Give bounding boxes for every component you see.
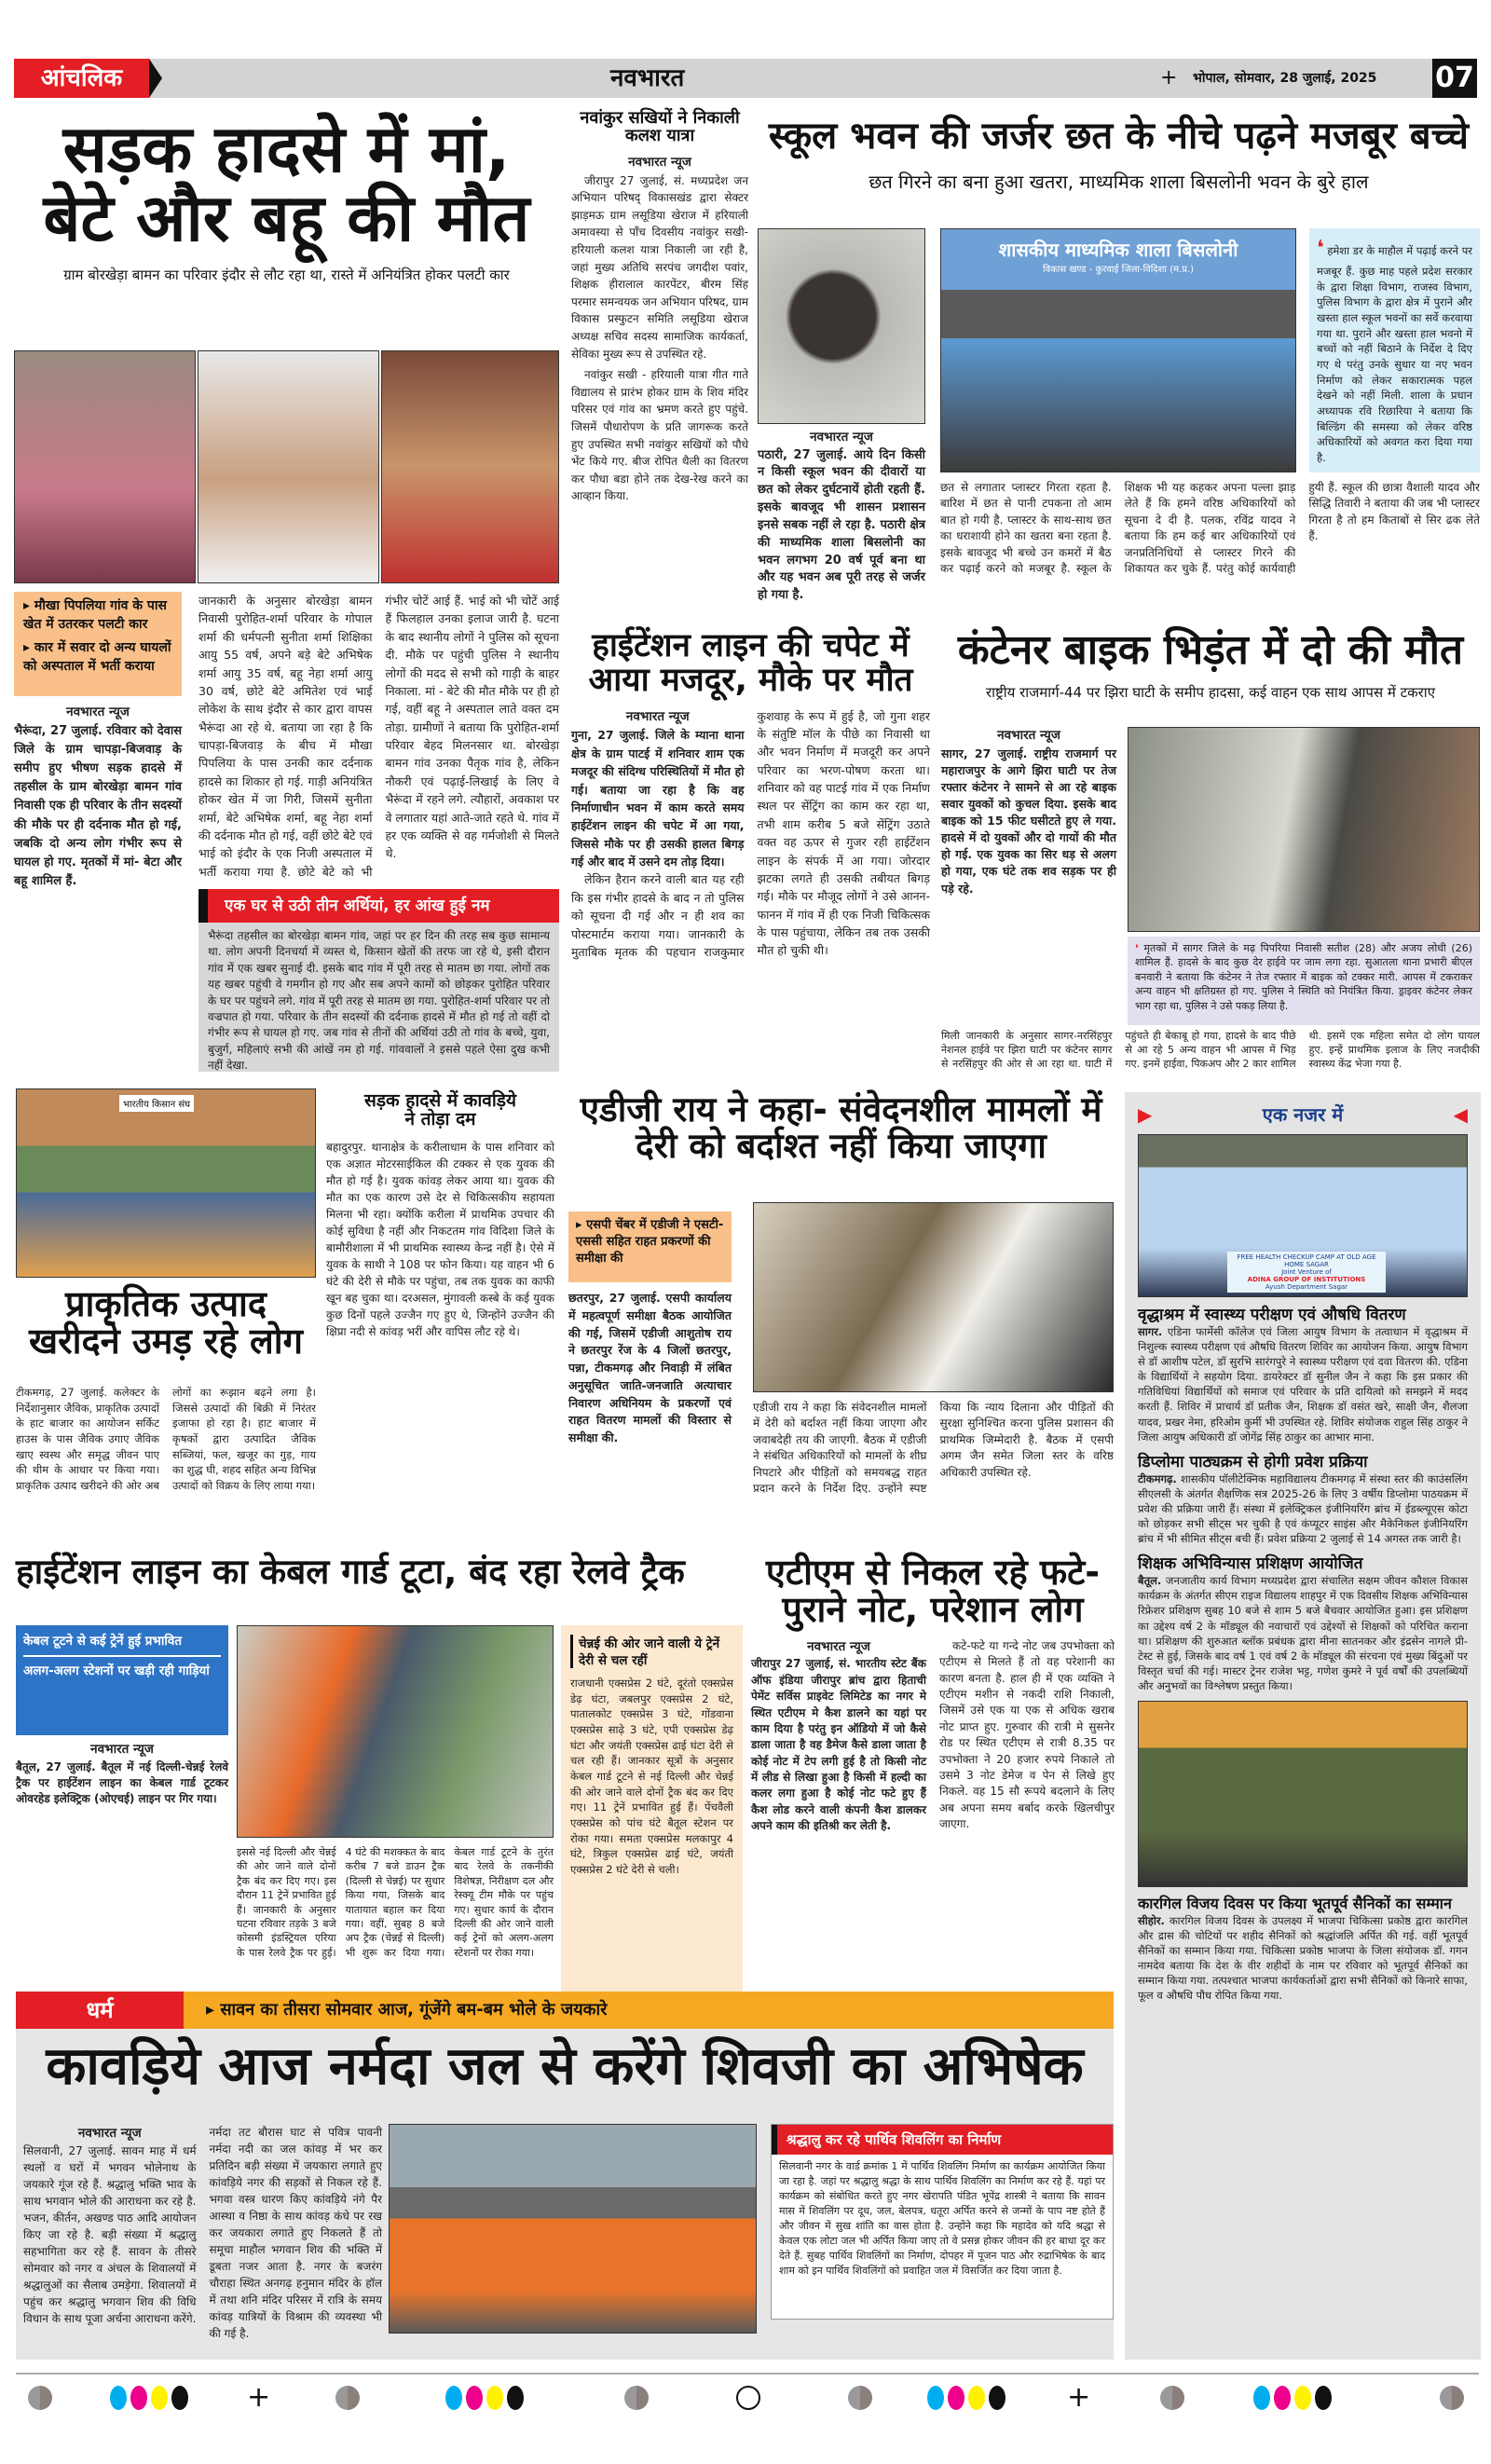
registration-dot-grey xyxy=(1160,2386,1184,2410)
highlight-box xyxy=(14,592,182,696)
cmyk-yellow-dot xyxy=(1294,2386,1311,2410)
registration-dot-grey xyxy=(624,2386,649,2410)
cmyk-black-dot xyxy=(989,2386,1005,2410)
story-lead: छतरपुर, 27 जुलाई. एसपी कार्यालय में महत्वपूर्ण समीक्षा बैठक आयोजित की गई, जिसमें एडीजी आशुतोष राय ने छतरपुर रेंज के 4 जिलों छतरपुर, पन्ना, टीकमगढ़ और निवाड़ी में लंबित अनुसूचित जाति-जनजाति अत्याचार निवारण अधिनियम के प्रकरणों एवं राहत वितरण मामलों की विस्तार से समीक्षा की. xyxy=(568,1291,732,1444)
headline: स्कूल भवन की जर्जर छत के नीचे पढ़ने मजबूर बच्चे xyxy=(768,115,1470,157)
photo-daughter-in-law xyxy=(381,350,559,583)
masthead: नवभारत xyxy=(610,64,685,92)
page-number: 07 xyxy=(1432,59,1477,98)
headline: नवांकुर सखियों ने निकाली कलश यात्रा xyxy=(580,108,740,145)
photo-mother xyxy=(14,350,196,583)
story-container-bike xyxy=(941,626,1480,1072)
story-lead: नवभारत न्यूज बैतूल, 27 जुलाई. बैतूल में नई दिल्ली-चेन्नई रेलवे ट्रैक पर हाईटेंशन लाइन का केबल गार्ड टूटकर ओवरहेड इलेक्ट्रिक (ओएचई) लाइन पर गिर गया। xyxy=(16,1742,228,1806)
school-sign-sub: विकास खण्ड - कुरवाई जिला-विदिशा (म.प्र.) xyxy=(1042,265,1195,275)
highlight-box: ▸ एसपी चेंबर में एडीजी ने एसटी-एससी सहित राहत प्रकरणों की समीक्षा की xyxy=(568,1211,732,1282)
panel-title: एक नजर में xyxy=(1262,1103,1344,1126)
highlight-item: ▸ कार में सवार दो अन्य घायलों को अस्पताल में भर्ती कराया xyxy=(23,640,171,674)
page-header xyxy=(14,59,1477,98)
story-lead: नवभारत न्यूज भैरूंदा, 27 जुलाई. रविवार को देवास जिले के ग्राम चापड़ा-बिजवाड़ के समीप हुए भीषण सड़क हादसे में तहसील के ग्राम बोरखेड़ा बामन गांव निवासी एक ही परिवार के तीन सदस्यों की मौके पर ही दर्दनाक मौत हो गई, जबकि दो अन्य लोग गंभीर रूप से घायल हो गए. मृतकों में मां- बेटा और बहू शामिल हैं. xyxy=(14,705,182,889)
brief-item: शिक्षक अभिविन्यास प्रशिक्षण आयोजित बैतूल. जनजातीय कार्य विभाग मध्यप्रदेश द्वारा संचालित सक्षम जीवन कौशल विकास कार्यक्रम के अंतर्गत सीएम राइज विद्यालय शाहपुर में एक दिवसीय शिक्षक अभिविन्यास रिफ्रेशर प्रशिक्षण सुबह 10 बजे से शाम 5 बजे बैचवार आयोजित हुआ। इस प्रशिक्षण का उद्देश्य वर्ष 2 के मॉड्यूल की नवाचारों एवं उद्देश्यों से शिक्षकों को परिचित कराना था। प्रशिक्षण की शुरुआत ब्लॉक प्रबंधक द्वारा मीना सातनकर और इंद्रसेन नागले प्री-टेस्ट से हुई, जिसके बाद वर्ष 1 एवं वर्ष 2 के मॉड्यूल की संरचना एवं मुख्य बिंदुओं पर विस्तृत चर्चा की गई। मास्टर ट्रेनर राजेश भट्ट, गणेश कुमरे ने पूर्व वर्षों की उपलब्धियों और अनुभवों का विश्लेषण प्रस्तुत किया। xyxy=(1138,1554,1469,1692)
dharm-section xyxy=(16,1992,1114,2360)
cmyk-magenta-dot xyxy=(466,2386,483,2410)
story-body: नवभारत न्यूज जीरापुर 27 जुलाई, सं. भारतीय स्टेट बैंक ऑफ इंडिया जीरापुर ब्रांच द्वारा हिताची पेमेंट सर्विस प्राइवेट लिमिटेड का नगर मे स्थित एटीएम मे कैश डालने का यहां पर काम दिया है परंतु इन ऑडियो में जो कैसे डाला जाता है वह डैमेज कैसे डाला जाता है कोई नोट में टेप लगी हुई है तो किसी नोट में लीड से लिखा हुआ है किसी में हल्दी का कलर लगा हुआ है कोई नोट फटे हुए हैं कैश लोड करने वाली कंपनी कैश डालकर अपने काम की इतिश्री कर लेती है. कटे-फटे या गन्दे नोट जब उपभोक्ता को एटीएम से मिलते हैं तो वह परेशानी का कारण बनता है. हाल ही में एक व्यक्ति ने एटीएम मशीन से नकदी राशि निकाली, जिसमें उसे एक या एक से अधिक खराब नोट प्राप्त हुए. गुरुवार की रात्री मे सुसनेर रोड पर स्थित एटीएम से रात्री 8.35 पर उपभोक्ता ने 20 हजार रुपये निकाले तो उसमे 3 नोट डेमेज व पेन से लिखे हुए निकले. वह 15 सौ रूपये बदलाने के लिए अब अपना समय बर्बाद करके खिलचीपुर जाएगा. xyxy=(751,1638,1115,1833)
headline: हाईटेंशन लाइन की चपेट में आया मजदूर, मौके पर मौत xyxy=(588,627,913,699)
registration-dot-grey xyxy=(28,2386,52,2410)
quote-box: ❛ मृतकों में सागर जिले के मढ़ पिपरिया निवासी सतीश (28) और अजय लोधी (26) शामिल हैं. हादसे के बाद कुछ देर हाईवे पर जाम लगा रहा. सुआतला थाना प्रभारी बीएल बनवारी ने बताया कि कंटेनर ने तेज रफ्तार में बाइक को टक्कर मारी. आपस में टकराकर अन्य वाहन भी क्षतिग्रस्त हो गए. पुलिस ने स्थिति को नियंत्रित किया. ड्राइवर कंटेनर लेकर भाग रहा था, पुलिस ने उसे पकड़ लिया है. xyxy=(1128,937,1480,1025)
headline: एटीएम से निकल रहे फटे-पुराने नोट, परेशान लोग xyxy=(765,1552,1101,1630)
story-lead: नवभारत न्यूज सागर, 27 जुलाई. राष्ट्रीय राजमार्ग पर महाराजपुर के आगे झिरा घाटी पर तेज रफ्तार कंटेनर ने सामने से आ रहे बाइक सवार युवकों को कुचल दिया. इसके बाद बाइक को 15 फीट घसीटते हुए ले गया. हादसे में दो युवकों और दो गायों की मौत हो गई. एक युवक का सिर धड़ से अलग हो गया, एक घंटे तक शव सड़क पर ही पड़े रहे. xyxy=(941,728,1116,896)
dateline: भोपाल, सोमवार, 28 जुलाई, 2025 xyxy=(1193,71,1377,86)
cmyk-yellow-dot xyxy=(968,2386,985,2410)
school-sign: शासकीय माध्यमिक शाला बिसलोनी xyxy=(998,239,1238,261)
headline: हाईटेंशन लाइन का केबल गार्ड टूटा, बंद रहा रेलवे ट्रैक xyxy=(16,1552,685,1592)
headline: सड़क हादसे में कावड़िये ने तोड़ा दम xyxy=(364,1090,516,1129)
headline: एडीजी राय ने कहा- संवेदनशील मामलों में देरी को बर्दाश्त नहीं किया जाएगा xyxy=(580,1089,1102,1166)
story-body: एडीजी राय ने कहा कि संवेदनशील मामलों में देरी को बर्दाश्त नहीं किया जाएगा और जवाबदेही तय की जाएगी. बैठक में एडीजी ने संबंधित अधिकारियों को मामलों के शीघ्र निपटारे और पीड़ितों को समयबद्ध राहत प्रदान करने के निर्देश दिए. उन्होंने स्पष्ट किया कि न्याय दिलाना और पीड़ितों की सुरक्षा सुनिश्चित करना पुलिस प्रशासन की प्राथमिक जिम्मेदारी है. बैठक में एसपी अगम जैन समेत जिला स्तर के वरिष्ठ अधिकारी उपस्थित रहे. xyxy=(753,1401,1114,1495)
story-railway-cable xyxy=(16,1554,743,2002)
story-body: नवभारत न्यूज गुना, 27 जुलाई. जिले के म्याना थाना क्षेत्र के ग्राम पाटई में शनिवार शाम एक मजदूर की संदिग्ध परिस्थितियों में मौत हो गई। बताया जा रहा है कि वह निर्माणाधीन भवन में काम करते समय हाईटेंशन लाइन की चपेट में आ गया, जिससे मौके पर ही उसकी हालत बिगड़ गई और बाद में उसने दम तोड़ दिया। लेकिन हैरान करने वाली बात यह रही कि इस गंभीर हादसे के बाद न तो पुलिस को सूचना दी गई और न ही शव का पोस्टमार्टम कराया गया। जानकारी के मुताबिक मृतक की पहचान राजकुमार कुशवाह के रूप में हुई है, जो गुना शहर के संतुष्टि मॉल के पीछे का निवासी था और भवन निर्माण में मजदूरी कर अपने परिवार का भरण-पोषण करता था। शनिवार को वह पाटई गांव में एक निर्माण स्थल पर सेंट्रिंग का काम कर रहा था, तभी शाम करीब 5 बजे सेंट्रिंग उठाते वक्त वह ऊपर से गुजर रही हाईटेंशन लाइन के संपर्क में आ गया। जोरदार झटका लगते ही उसकी तबीयत बिगड़ गई। मौके पर मौजूद लोगों ने उसे आनन-फानन में गांव में ही एक निजी चिकित्सक के पास पहुंचाया, लेकिन तब तक उसकी मौत हो चुकी थी। xyxy=(571,708,930,959)
cmyk-magenta-dot xyxy=(130,2386,147,2410)
photo-crash xyxy=(1128,727,1480,932)
brief-item: डिप्लोमा पाठ्यक्रम से होगी प्रवेश प्रक्रिया टीकमगढ़. शासकीय पॉलीटेक्निक महाविद्यालय टीकमगढ़ में संस्था स्तर की काउंसलिंग सीएलसी के अंतर्गत शैक्षणिक सत्र 2025-26 के लिए 3 वर्षीय डिप्लोमा पाठयक्रम में प्रवेश की प्रक्रिया जारी हैं। संस्था में इलेक्ट्रिकल इंजीनियरिंग ब्रांच में ईडब्ल्यूएस कोटा को छोड़कर सभी सीट्स भर चुकी है एवं कंप्यूटर साइंस और मैकेनिकल इंजीनियरिंग ब्रांच में भी सीमित सीट्स बची हैं। प्रवेश प्रक्रिया 2 जुलाई से 14 अगस्त तक जारी है। xyxy=(1138,1452,1469,1546)
story-road-accident xyxy=(14,104,559,1074)
story-body: छत से लगातार प्लास्टर गिरता रहता है. बारिश में छत से पानी टपकना तो आम बात हो गयी है. प्लास्टर के साथ-साथ छत का धराशायी होने का खतरा बना रहता है. इसके बावजूद भी बच्चे उन कमरों में बैठ कर पढ़ाई करने को मजबूर है. स्कूल के शिक्षक भी यह कहकर अपना पल्ला झाड़ लेते हैं कि हमने वरिष्ठ अधिकारियों को सूचना दे दी है. पलक, रविंद्र यादव ने बताया कि हम कई बार अधिकारियों एवं जनप्रतिनिधियों से प्लास्टर गिरने की शिकायत कर चुके हैं. परंतु कोई कार्यवाही हुयी हैं. स्कूल की छात्रा वैशाली यादव और सिद्धि तिवारी ने बताया की जब भी प्लास्टर गिरता है तो हम किताबों से सिर ढक लेते हैं. xyxy=(940,481,1480,575)
headline: प्राकृतिक उत्पाद खरीदने उमड़ रहे लोग xyxy=(28,1283,304,1362)
sidebar-body: भैरूंदा तहसील का बोरखेड़ा बामन गांव, जहां पर हर दिन की तरह सब कुछ सामान्य था. लोग अपनी दिनचर्या में व्यस्त थे, किसान खेतों की तरफ जा रहे थे, इसी दौरान गांव में एक खबर सुनाई दी. इसके बाद गांव में पूरी तरह से मातम छा गया. लोगों तक यह खबर पहुंची वे गमगीन हो गए और सब अपने कामों को छोड़कर पुरोहित परिवार के घर पर पहुंचने लगे. गांव में पूरी तरह से मातम छा गया. पुरोहित-शर्मा परिवार पर तो वज्रपात हो गया. परिवार के तीन सदस्यों की दर्दनाक हादसे में मौत हो गई तो वहीं दो गंभीर रूप से घायल हो गए. जब गांव से तीनों की अर्थियां उठी तो गांव के बच्चे, युवा, बुजुर्ग, महिलाएं सभी की आंखें नम हो गई. गांववालों ने इससे पहले ऐसा दुख कभी नहीं देखा. xyxy=(198,923,559,1072)
photo-repair-workers xyxy=(237,1625,554,1838)
parthiv-shivling-box: श्रद्धालु कर रहे पार्थिव शिवलिंग का निर्माण सिलवानी नगर के वार्ड क्रमांक 1 में पार्थिव शिवलिंग निर्माण का कार्यक्रम आयोजित किया जा रहा है. जहां पर श्रद्धालु श्रद्धा के साथ पार्थिव शिवलिंग का निर्माण कर रहे हैं. यहां पर कार्यक्रम को संबोधित करते हुए नगर खेरापति पंडित भूपेंद्र शास्त्री ने बताया कि सावन मास में शिवलिंग पर दूध, जल, बेलपत्र, धतूरा अर्पित करने से जन्मों के पाप नष्ट होते हैं और जीवन में सुख शांति का वास होता है. उन्होंने कहा कि महादेव को यदि श्रद्धा से केवल एक लोटा जल भी अर्पित किया जाए तो वे प्रसन्न होकर जीवन की हर बाधा दूर कर देते हैं. सुबह पार्थिव शिवलिंगों का निर्माण, दोपहर में पूजन पाठ और रुद्राभिषेक के बाद शाम को इन पार्थिव शिवलिंगों को प्रवाहित जल में विसर्जित कर दिया जाता है. xyxy=(771,2124,1114,2320)
photo-kavad-yatra xyxy=(389,2124,757,2334)
subhead: राष्ट्रीय राजमार्ग-44 पर झिरा घाटी के समीप हादसा, कई वाहन एक साथ आपस में टकराए xyxy=(986,684,1435,702)
photo-market xyxy=(16,1088,316,1278)
story-natural-products xyxy=(16,1088,316,1545)
cmyk-magenta-dot xyxy=(1274,2386,1291,2410)
cmyk-cyan-dot xyxy=(110,2386,127,2410)
arrow-right-icon: ▶ xyxy=(1138,1102,1153,1126)
story-lead: नवभारत न्यूज पठारी, 27 जुलाई. आये दिन किसी न किसी स्कूल भवन की दीवारों या छत को लेकर दुर्घटनायें होती रहती हैं. इसके बावजूद भी शासन प्रशासन इनसे सबक नहीं ले रहा है. पठारी क्षेत्र की माध्यमिक शाला बिसलोनी का भवन लगभग 20 वर्ष पूर्व बना था और यह भवन अब पूरी तरह से जर्जर हो गया है. xyxy=(758,430,925,603)
section-label: धर्म xyxy=(16,1992,184,2029)
headline: कावड़िये आज नर्मदा जल से करेंगे शिवजी का अभिषेक xyxy=(46,2036,1084,2097)
kicker-bar: ▸ सावन का तीसरा सोमवार आज, गूंजेंगे बम-बम भोले के जयकारे xyxy=(184,1992,1114,2029)
cmyk-magenta-dot xyxy=(948,2386,964,2410)
registration-dot-grey xyxy=(848,2386,872,2410)
story-school-building xyxy=(758,116,1480,615)
registration-cross-icon: + xyxy=(1067,2381,1091,2414)
brief-item: कारगिल विजय दिवस पर किया भूतपूर्व सैनिकों का सम्मान सीहोर. कारगिल विजय दिवस के उपलक्ष्य में भाजपा चिकित्सा प्रकोष्ठ द्वारा कारगिल और द्रास की चोटियों पर शहीद सैनिकों को श्रद्धांजलि अर्पित की गई. वहीं भूतपूर्व सैनिकों का सम्मान किया गया. चिकित्सा प्रकोष्ठ भाजपा के जिला संयोजक डॉ. गगन नामदेव बताया कि देश के वीर शहीदों के नाम पर रविवार को भूतपूर्व सैनिकों का सम्मान किया गया. तत्पश्चात भाजपा कार्यकर्ताओं द्वारा सभी सैनिकों को किनारे साफा, फूल व औषधि पौध रोपित किया गया. xyxy=(1138,1894,1468,2003)
quote-box: ❛ हमेशा डर के माहौल में पढ़ाई करने पर मजबूर हैं. कुछ माह पहले प्रदेश सरकार के द्वारा शिक्षा विभाग, राजस्व विभाग, पुलिस विभाग के द्वारा क्षेत्र में पुराने और खस्ता हाल स्कूल भवनों का सर्वे करवाया गया था. पुराने और खस्ता हाल भवनो में बच्चों को नहीं बिठाने के निर्देश दे दिए गए थे परंतु उनके सुधार या नए भवन निर्माण को लेकर सकारात्मक पहल देखने को नहीं मिली. शाला के प्रधान अध्यापक रवि रिछारिया ने बताया कि बिल्डिंग की समस्या को लेकर वरिष्ठ अधिकारियों को अवगत करा दिया गया है. xyxy=(1309,228,1480,472)
photo-kargil-veterans xyxy=(1138,1701,1468,1887)
brief-item: वृद्धाश्रम में स्वास्थ्य परीक्षण एवं औषधि वितरण सागर. एडिना फार्मेसी कॉलेज एवं जिला आयुष विभाग के तत्वाधान में वृद्धाश्रम में निशुल्क स्वास्थ्य परीक्षण एवं औषधि वितरण शिविर का आयोजन किया. आयुष विभाग से डॉ आशीष पटेल, डॉ सुरभि सारंगपुरे ने स्वास्थ्य परीक्षण एवं दवा वितरण की. एडिना के विद्यार्थियों ने सहयोग दिया. डायरेक्टर डॉ सुनील जैन ने कहा कि इस प्रकार की गतिविधियां विद्यार्थियों को समाज एवं परिवार के प्रति दायित्वो को समझने में मदद करती हैं. शिविर में प्राचार्य डॉ प्रतीक जैन, शिक्षक डॉ वसंत खरे, साक्षी जैन, शैलजा यादव, प्रखर नेमा, हरिओम कुर्मी भी उपस्थित रहे. शिविर संयोजक राहुल सिंह ठाकुर ने जिला आयुष अधिकारी डॉ जोगेंद्र सिंह ठाकुर का आभार माना. xyxy=(1138,1306,1468,1444)
story-body: नवभारत न्यूज सिलवानी, 27 जुलाई. सावन माह में धर्म स्थलों व घरों में भगवन भोलेनाथ के जयकारे गूंज रहे हैं. श्रद्धालु भक्ति भाव के साथ भगवान भोले की आराधना कर रहे है. भजन, कीर्तन, अखण्ड पाठ आदि आयोजन किए जा रहे है. बड़ी संख्या में श्रद्धालु सहभागिता कर रहे हैं. सावन के तीसरे सोमवार को नगर व अंचल के शिवालयों में श्रद्धालुओं का सैलाब उमड़ेगा. शिवालयों में पहुंच कर श्रद्धालु भगवान शिव की विधि विधान के साथ पूजा अर्चना आराधना करेंगे. नर्मदा तट बौरास घाट से पवित्र पावनी नर्मदा नदी का जल कांवड़ में भर कर प्रतिदिन बड़ी संख्या में जयकारा लगाते हुए कांवड़िये नगर की सड़कों से निकल रहे हैं. भगवा वस्त्र धारण किए कांवड़िये नंगे पैर आस्था व निष्ठा के साथ कांवड़ कंधे पर रख कर जयकारा लगाते हुए निकलते हैं तो समूचा माहौल भगवान शिव की भक्ति में डूबता नजर आता है. नगर के बजरंग चौराहा स्थित अनगढ़ हनुमान मंदिर के हॉल में तथा शनि मंदिर परिसर में रात्रि के समय कांवड़ यात्रियों के विश्राम की व्यवस्था भी की गई है. xyxy=(23,2126,382,2340)
info-box: केबल टूटने से कई ट्रेनें हुई प्रभावित अलग-अलग स्टेशनों पर खड़ी रही गाड़ियां xyxy=(16,1625,228,1735)
story-adg-review xyxy=(568,1089,1114,1547)
photo-damaged-ceiling xyxy=(758,228,925,424)
story-body: मिली जानकारी के अनुसार सागर-नरसिंहपुर नेशनल हाईवे पर झिरा घाटी पर कंटेनर सागर से नरसिंहपुर की ओर से आ रहा था. घाटी में पहुंचते ही बेकाबू हो गया, हादसे के बाद पीछे से आ रहे 5 अन्य वाहन भी आपस में भिड़ गए. इनमें हाईवा, पिकअप और 2 कार शामिल थी. इसमें एक महिला समेत दो लोग घायल हुए. इन्हें प्राथमिक इलाज के लिए नजदीकी स्वास्थ्य केंद्र भेजा गया है. xyxy=(941,1030,1480,1070)
cmyk-black-dot xyxy=(1315,2386,1332,2410)
photo-son xyxy=(198,350,379,583)
cmyk-black-dot xyxy=(507,2386,524,2410)
cmyk-cyan-dot xyxy=(445,2386,462,2410)
highlight-item: ▸ मौखा पिपलिया गांव के पास खेत में उतरकर पलटी कार xyxy=(23,598,167,632)
registration-dot-grey xyxy=(1440,2386,1464,2410)
photo-school-students xyxy=(940,228,1296,472)
story-navankur xyxy=(571,110,748,509)
cmyk-cyan-dot xyxy=(927,2386,944,2410)
headline: सड़क हादसे में मां, बेटे और बहू की मौत xyxy=(43,111,530,256)
photo-meeting xyxy=(753,1202,1114,1392)
story-kavadiya-death xyxy=(326,1092,554,1340)
cmyk-yellow-dot xyxy=(486,2386,503,2410)
registration-dot-grey xyxy=(335,2386,360,2410)
photo-health-camp xyxy=(1138,1134,1468,1297)
story-hightension-worker xyxy=(571,629,930,1072)
cmyk-cyan-dot xyxy=(1253,2386,1270,2410)
story-body: बहादुरपुर. थानाक्षेत्र के करीलाधाम के पास शनिवार को एक अज्ञात मोटरसाईकिल की टक्कर से एक युवक की मौत हो गई है। युवक कांवड़ लेकर आया था। युवक की मौत का एक कारण उसे देर से चिकित्सकीय सहायता मिलना भी रहा। क्योंकि करीला में प्राथमिक उपचार की कोई सुविधा है नहीं और निकटतम गांव विदिशा जिले के बामौरीशाला में भी प्राथमिक स्वास्थ्य केन्द्र नहीं है। ऐसे में युवक के साथी ने 108 पर फोन किया। यह वाहन भी 6 घंटे की देरी से मौके पर पहुंचा, तब तक युवक का काफी खून बह चुका था। दरअसल, मुंगावली कस्बे के कई युवक कुछ दिनों पहले उज्जैन गए हुए थे, जिन्होंने उज्जैन की क्षिप्रा नदी से कांवड़ भरीं और वापिस लौट रहे थे। xyxy=(326,1140,554,1338)
registration-cross-icon: + xyxy=(247,2381,271,2414)
headline: कंटेनर बाइक भिड़ंत में दो की मौत xyxy=(957,626,1464,674)
story-body: जानकारी के अनुसार बोरखेड़ा बामन निवासी पुरोहित-शर्मा परिवार के गोपाल शर्मा की धर्मपत्नी सुनीता शर्मा शिक्षिका आयु 55 वर्ष, अपने बड़े बेटे अभिषेक शर्मा आयु 35 वर्ष, बहू नेहा शर्मा आयु 30 वर्ष, छोटे बेटे अमितेश एवं भाई लोकेश के साथ इंदौर से कार द्वारा वापस भैरूंदा आ रहे थे. बताया जा रहा है कि चापड़ा-बिजवाड़ के बीच में मौखा पिपलिया के पास उनकी कार दर्दनाक हादसे का शिकार हो गई. गाड़ी अनियंत्रित होकर खेत में जा गिरी, जिसमें सुनीता शर्मा, बेटे अभिषेक शर्मा, बहू नेहा शर्मा की दर्दनाक मौत हो गई, वहीं छोटे बेटे एवं भाई को इंदौर के एक निजी अस्पताल में भर्ती कराया गया है. छोटे बेटे को भी गंभीर चोटें आई हैं. भाई को भी चोटें आई हैं फिलहाल उनका इलाज जारी है. घटना के बाद स्थानीय लोगों ने पुलिस को सूचना दी. मौके पर पहुंची पुलिस ने स्थानीय लोगों की मदद से सभी को गाड़ी के बाहर निकाला. मां - बेटे की मौत मौके पर ही हो गई, वहीं बहू ने अस्पताल लाते वक्त दम तोड़ा. ग्रामीणों ने बताया कि पुरोहित-शर्मा परिवार बेहद मिलनसार था. बोरखेड़ा बामन गांव उनका पैतृक गांव है, लेकिन नौकरी एवं पढ़ाई-लिखाई के लिए वे भैरूंदा में रहने लगे. त्यौहारों, अवकाश पर वे लगातार यहां आते-जाते रहते थे. गांव में हर एक व्यक्ति से वह गर्मजोशी से मिलते थे. xyxy=(198,594,559,879)
sidebar-banner: एक घर से उठी तीन अर्थियां, हर आंख हुई नम xyxy=(198,889,559,923)
story-body: नवभारत न्यूज जीरापुर 27 जुलाई, सं. मध्यप्रदेश जन अभियान परिषद् विकासखंड द्वारा सेक्टर झाड़मऊ ग्राम लसूडिया खेराज में हरियाली अमावस्या से पाँच दिवसीय नवांकुर सखी- हरियाली कलश यात्रा निकाली जा रही है, जहां मुख्य अतिथि सरपंच जगदीश पवांर, शिक्षक हीरालाल कारपेंटर, बीरम सिंह परमार समन्वयक जन अभियान परिषद, ग्राम विकास प्रस्फुटन समिति लसूडिया खेराज अध्यक्ष सचिव सदस्य सामाजिक कार्यकर्ता, सेविका मुख्य रूप से उपस्थित रहे. नवांकुर सखी - हरियाली यात्रा गीत गाते विद्यालय से प्रारंभ होकर ग्राम के शिव मंदिर परिसर एवं गांव का भ्रमण करते हुए पहुंचे. जिसमें पौधारोपण के प्रति जागरूक करते हुए उपस्थित सभी नवांकुर सखियों को पौधे भेंट किये गए. बीज रोपित थैली का वितरण कर पौधा बडा होने तक देख-रेख करने का आव्हान किया. xyxy=(571,154,748,503)
market-banner: भारतीय किसान संघ xyxy=(119,1095,194,1112)
print-divider xyxy=(16,2373,1479,2375)
crosshair-icon: + xyxy=(1160,66,1178,89)
story-body: टीकमगढ़, 27 जुलाई. कलेक्टर के निर्देशानुसार जैविक, प्राकृतिक उत्पादों के हाट बाजार का आयोजन सर्किट हाउस के पास जैविक उगाए जैविक खाए स्वस्थ और समृद्ध जीवन पाए की थीम के आधार पर किया गया। प्राकृतिक उत्पाद खरीदने की ओर अब लोगों का रूझान बढ़ने लगा है। जिससे उत्पादों की बिक्री में निरंतर इजाफा हो रहा है। हाट बाजार में कृषकों द्वारा उत्पादित जैविक सब्जियां, फल, खजूर का गुड़, गाय का शुद्ध घी, शहद सहित अन्य विभिन्न उत्पादों को विक्रय के लिए लाया गया। xyxy=(16,1386,316,1493)
registration-target-icon xyxy=(736,2386,760,2410)
subhead: ग्राम बोरखेड़ा बामन का परिवार इंदौर से लौट रहा था, रास्ते में अनियंत्रित होकर पलटी कार xyxy=(63,267,510,283)
arrow-left-icon: ◀ xyxy=(1453,1102,1468,1126)
section-label: आंचलिक xyxy=(14,59,149,98)
delayed-trains-box: चेन्नई की ओर जाने वाली ये ट्रेनें देरी से चल रहीं राजधानी एक्सप्रेस 2 घंटे, दूरंतो एक्सप्रेस डेढ़ घंटा, जबलपुर एक्सप्रेस 2 घंटे, पातालकोट एक्सप्रेस 3 घंटे, गोंडवाना एक्सप्रेस साढ़े 3 घंटे, एपी एक्सप्रेस डेढ़ घंटा और जयंती एक्सप्रेस ढाई घंटा देरी से चल रही हैं। जानकार सूत्रों के अनुसार केबल गार्ड टूटने से नई दिल्ली और चेन्नई की ओर जाने वाले दोनों ट्रैक बंद कर दिए गए। 11 ट्रेनें प्रभावित हुई हैं। पेंचवैली एक्सप्रेस को पांच घंटे बैतूल स्टेशन पर रोका गया। समता एक्सप्रेस मलकापुर 4 घंटे, त्रिकुल एक्सप्रेस ढाई घंटे, जयंती एक्सप्रेस 2 घंटे देरी से चली। xyxy=(561,1625,743,1998)
panel-title-row xyxy=(1138,1102,1468,1127)
story-atm-notes xyxy=(751,1554,1115,2002)
subhead: छत गिरने का बना हुआ खतरा, माध्यमिक शाला बिसलोनी भवन के बुरे हाल xyxy=(869,171,1369,193)
story-body: इससे नई दिल्ली और चेन्नई की ओर जाने वाले दोनों ट्रैक बंद कर दिए गए। इस दौरान 11 ट्रेनें प्रभावित हुई हैं। जानकारी के अनुसार घटना रविवार तड़के 3 बजे कोसमी इंडस्ट्रियल एरिया के पास रेलवे ट्रैक पर हुई। 4 घंटे की मशक्कत के बाद करीब 7 बजे डाउन ट्रैक (दिल्ली से चेन्नई) पर सुधार किया गया, जिसके बाद यातायात बहाल कर दिया गया। वहीं, सुबह 8 बजे अप ट्रैक (चेन्नई से दिल्ली) भी शुरू कर दिया गया। केबल गार्ड टूटने के तुरंत बाद रेलवे के तकनीकी विशेषज्ञ, निरीक्षण दल और रेस्क्यू टीम मौके पर पहुंच गए। सुधार कार्य के दौरान दिल्ली की ओर जाने वाली कई ट्रेनों को अलग-अलग स्टेशनों पर रोका गया। xyxy=(237,1846,554,1959)
cmyk-black-dot xyxy=(171,2386,188,2410)
camp-banner: FREE HEALTH CHECKUP CAMP AT OLD AGE HOME SAGAR Joint Venture of ADINA GROUP OF INSTITUTIONS Ayush Department Sagar xyxy=(1227,1252,1386,1293)
cmyk-yellow-dot xyxy=(151,2386,168,2410)
ek-nazar-panel xyxy=(1125,1092,1481,2360)
section-arrow-icon xyxy=(149,59,162,98)
